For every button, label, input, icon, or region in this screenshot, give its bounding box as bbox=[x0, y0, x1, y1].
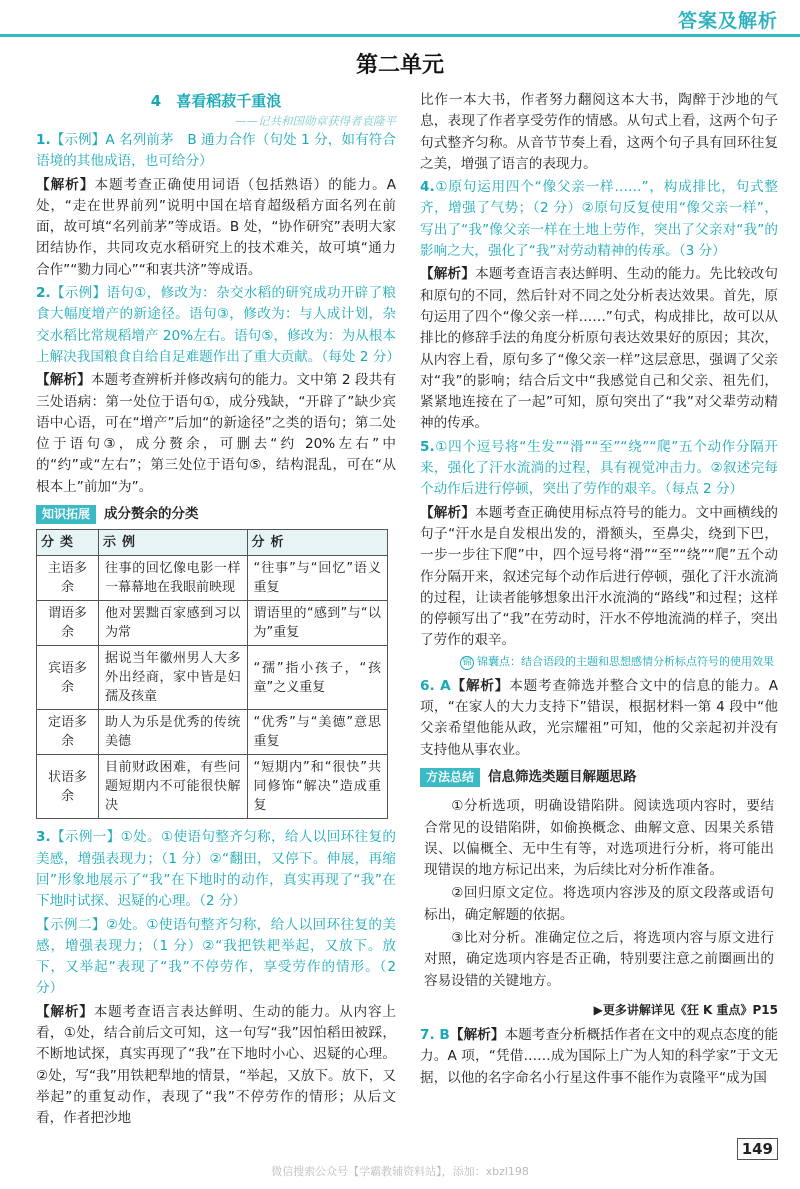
answer-tag: 【示例二】 bbox=[36, 916, 106, 933]
q-number: 6. A bbox=[420, 677, 451, 694]
q-number: 2. bbox=[36, 285, 51, 302]
lesson-title: 4 喜看稻菽千重浪 bbox=[150, 92, 282, 110]
table-cell: “短期内”和“很快”共同修饰“解决”造成重复 bbox=[247, 755, 388, 819]
q-number: 5. bbox=[420, 438, 435, 455]
answer-5 bbox=[420, 437, 778, 501]
q-number: 3. bbox=[36, 829, 51, 846]
table-row bbox=[37, 601, 388, 646]
answer-tag: 【示例一】 bbox=[50, 829, 121, 846]
table-header: 分类 bbox=[37, 530, 99, 556]
analysis-text: 本题考查正确使用词语（包括熟语）的能力。A 处，“走在世界前列”说明中国在培育超级稻方面名列在前面，故可填“名列前茅”等成语。B 处，“协作研究”表明大家团结协作，共同攻克水稻研究上的技术难关，故可填“通力合作”“勠力同心”“和衷共济”等成语。 bbox=[36, 176, 396, 278]
right-column bbox=[420, 90, 778, 1091]
table-row bbox=[37, 556, 388, 601]
tip-text: 结合语段的主题和思想感情分析标点符号的使用效果 bbox=[521, 654, 774, 668]
table-cell: 宾语多余 bbox=[37, 646, 99, 710]
q-number: 1. bbox=[36, 132, 51, 148]
answer-7 bbox=[420, 1025, 778, 1089]
method-step: ③比对分析。准确定位之后，将选项内容与原文进行对照，确定选项内容是否正确，特别要注意之前圈画出的容易设错的关键地方。 bbox=[424, 929, 774, 989]
table-cell: 定语多余 bbox=[37, 710, 99, 755]
knowledge-title: 成分赘余的分类 bbox=[104, 506, 199, 523]
table-row bbox=[37, 710, 388, 755]
table-cell: “优秀”与“美德”意思重复 bbox=[247, 710, 388, 755]
table-cell: 助人为乐是优秀的传统美德 bbox=[99, 710, 248, 755]
brand-title: 答案及解析 bbox=[677, 10, 778, 32]
table-cell: 谓语里的“感到”与“以为”重复 bbox=[247, 601, 388, 646]
method-step: ②回归原文定位。将选项内容涉及的原文段落或语句标出，确定解题的依据。 bbox=[424, 885, 774, 923]
analysis-tag: 【解析】 bbox=[449, 1027, 505, 1044]
table-cell: 据说当年徽州男人大多外出经商，家中皆是妇孺及孩童 bbox=[99, 646, 248, 710]
table-cell: 状语多余 bbox=[37, 755, 99, 819]
analysis-tag: 【解析】 bbox=[36, 1003, 94, 1020]
tip-icon: 锦 bbox=[460, 656, 474, 670]
reference-link[interactable]: ▶更多讲解详见《狂 K 重点》P15 bbox=[593, 1002, 778, 1017]
analysis-3 bbox=[36, 1002, 396, 1130]
footer-watermark: 微信搜索公众号【学霸教辅资料站】，添加：xbzl198 bbox=[271, 1165, 529, 1178]
redundancy-table bbox=[36, 529, 388, 819]
analysis-2 bbox=[36, 370, 396, 498]
answer-tag: 【示例】 bbox=[50, 285, 107, 302]
analysis-4 bbox=[420, 264, 778, 434]
analysis-tag: 【解析】 bbox=[36, 372, 91, 389]
analysis-tag: 【解析】 bbox=[36, 176, 95, 193]
table-cell: 他对罢黜百家感到习以为常 bbox=[99, 601, 248, 646]
analysis-text: 本题考查辨析并修改病句的能力。文中第 2 段共有三处语病：第一处位于语句①，成分残缺，“开辟了”缺少宾语中心语，可在“增产”后加“的新途径”之类的语句；第二处位于语句③，成分赘余，可删去“约 20%左右”中的“约”或“左右”；第三处位于语句⑤，结构混乱，可在“从根本上”前加“为”。 bbox=[36, 372, 397, 495]
table-header: 分析 bbox=[247, 530, 388, 556]
analysis-tag: 【解析】 bbox=[420, 504, 476, 521]
tip-label: 锦囊点： bbox=[477, 654, 521, 668]
table-cell: 往事的回忆像电影一样一幕幕地在我眼前映现 bbox=[99, 556, 248, 601]
analysis-3-continued: 比作一本大书，作者努力翻阅这本大书，陶醉于沙地的气息，表现了作者享受劳作的情感。从句式上看，这两个句子句式整齐匀称。从音节节奏上看，这两个句子具有回环往复之美，增强了语言的表现力。 bbox=[420, 92, 778, 172]
table-row bbox=[37, 646, 388, 710]
analysis-text: 本题考查语言表达鲜明、生动的能力。从内容上看，①处，结合前后文可知，这一句写“我”因怕稻田被踩，不断地试探，真实再现了“我”在下地时小心、迟疑的心理。②处，写“我”用铁耙犁地的情景，“举起，又放下。放下，又举起”的重复动作，表现了“我”不停劳作的情形；从后文看，作者把沙地 bbox=[36, 1003, 396, 1127]
answer-text: ①原句运用四个“像父亲一样……”，构成排比，句式整齐，增强了气势；（2 分）②原句反复使用“像父亲一样”，写出了“我”像父亲一样在土地上劳作，突出了父亲对“我”的影响之大，强化了“我”对劳动精神的传承。（3 分） bbox=[420, 179, 778, 260]
table-cell: 目前财政困难，有些问题短期内不可能很快解决 bbox=[99, 755, 248, 819]
method-label: 方法总结 bbox=[420, 768, 480, 787]
lesson-subtitle: ——记共和国勋章获得者袁隆平 bbox=[235, 114, 396, 128]
analysis-text: 本题考查分析概括作者在文中的观点态度的能力。A 项，“凭借……成为国际上广为人知的科学家”于文无据，以他的名字命名小行星这件事不能作为袁隆平“成为国 bbox=[420, 1027, 779, 1086]
method-box-header bbox=[420, 767, 778, 788]
answer-text: A 名列前茅 B 通力合作（句处 1 分，如有符合语境的其他成语，也可给分） bbox=[36, 132, 397, 170]
knowledge-box-header bbox=[36, 504, 396, 525]
answer-text: ①处。①使语句整齐匀称，给人以回环往复的美感，增强表现力；（1 分）②“翻田，又停下。伸展，再缩回”形象地展示了“我”在下地时的动作，真实再现了“我”在下地时试探、迟疑的心理。（2 分） bbox=[36, 829, 397, 910]
answer-text: 语句①，修改为：杂交水稻的研究成功开辟了粮食大幅度增产的新途径。语句③，修改为：与人成计划，杂交水稻比常规稻增产 20%左右。语句⑤，修改为：为从根本上解决我国粮食自给自足难题作出了重大贡献。（每处 2 分） bbox=[36, 285, 400, 365]
answer-3-example-1 bbox=[36, 827, 396, 912]
analysis-text: 本题考查正确使用标点符号的能力。文中画横线的句子“汗水是自发根出发的，滑额头，至鼻尖，绕到下巴，一步一步往下爬”中，四个逗号将“滑”“至”“绕”“爬”五个动作分隔开来，叙述完每个动作后进行停顿，强化了汗水流淌的过程，让读者能够想象出汗水流淌的“路线”和过程；这样的停顿写出了“我”在劳动时，汗水不停地流淌的样子，突出了劳作的艰辛。 bbox=[420, 504, 779, 649]
unit-title: 第二单元 bbox=[355, 53, 444, 78]
analysis-5 bbox=[420, 503, 778, 652]
answer-4 bbox=[420, 177, 778, 262]
table-cell: “孺”指小孩子，“孩童”之义重复 bbox=[247, 646, 388, 710]
left-column bbox=[36, 90, 400, 1132]
answer-text: ②处。①使语句整齐匀称，给人以回环往复的美感，增强表现力；（1 分）②“我把铁耙举起，又放下。放下，又举起”表现了“我”不停劳作，享受劳作的情形。（2 分） bbox=[36, 916, 396, 997]
table-header: 示例 bbox=[99, 530, 248, 556]
analysis-1 bbox=[36, 175, 396, 281]
answer-3-example-2 bbox=[36, 915, 396, 1000]
analysis-tag: 【解析】 bbox=[450, 677, 510, 694]
table-cell: 主语多余 bbox=[37, 556, 99, 601]
answer-6 bbox=[420, 676, 778, 761]
analysis-tag: 【解析】 bbox=[420, 266, 476, 283]
method-step: ①分析选项，明确设错陷阱。阅读选项内容时，要结合常见的设错陷阱，如偷换概念、曲解文意、因果关系错误、以偏概全、无中生有等，对选项进行分析，将可能出现错误的地方标记出来，为后续比对分析作准备。 bbox=[424, 798, 774, 879]
page-number: 149 bbox=[737, 1138, 778, 1160]
top-rule bbox=[0, 34, 800, 37]
analysis-text: 本题考查语言表达鲜明、生动的能力。先比较改句和原句的不同，然后针对不同之处分析表达效果。首先，原句运用了四个“像父亲一样……”句式，构成排比，故可以从排比的修辞手法的角度分析原句表达效果好的原因；其次，从内容上看，原句多了“像父亲一样”这层意思，强调了父亲对“我”的影响；结合后文中“我感觉自己和父亲、祖先们，紧紧地连接在了一起”可知，原句突出了“我”对父辈劳动精神的传承。 bbox=[420, 266, 779, 432]
answer-text: ①四个逗号将“生发”“滑”“至”“绕”“爬”五个动作分隔开来，强化了汗水流淌的过程，具有视觉冲击力。②叙述完每个动作后进行停顿，突出了劳作的艰辛。（每点 2 分） bbox=[420, 438, 778, 498]
answer-tag: 【示例】 bbox=[50, 132, 106, 148]
q-number: 7. B bbox=[420, 1027, 450, 1044]
answer-2 bbox=[36, 283, 400, 368]
method-box bbox=[420, 792, 778, 996]
table-row bbox=[37, 755, 388, 819]
tip-note bbox=[460, 654, 778, 670]
method-title: 信息筛选类题目解题思路 bbox=[488, 768, 637, 785]
knowledge-label: 知识拓展 bbox=[36, 505, 96, 524]
table-cell: 谓语多余 bbox=[37, 601, 99, 646]
q-number: 4. bbox=[420, 179, 435, 196]
answer-1 bbox=[36, 130, 396, 173]
table-cell: “往事”与“回忆”语义重复 bbox=[247, 556, 388, 601]
table-header-row bbox=[37, 530, 388, 556]
analysis-text: 本题考查筛选并整合文中的信息的能力。A 项，“在家人的大力支持下”错误，根据材料一第 4 段中“他父亲希望他能从政，光宗耀祖”可知，他的父亲起初并没有支持他从事农业。 bbox=[420, 677, 778, 758]
